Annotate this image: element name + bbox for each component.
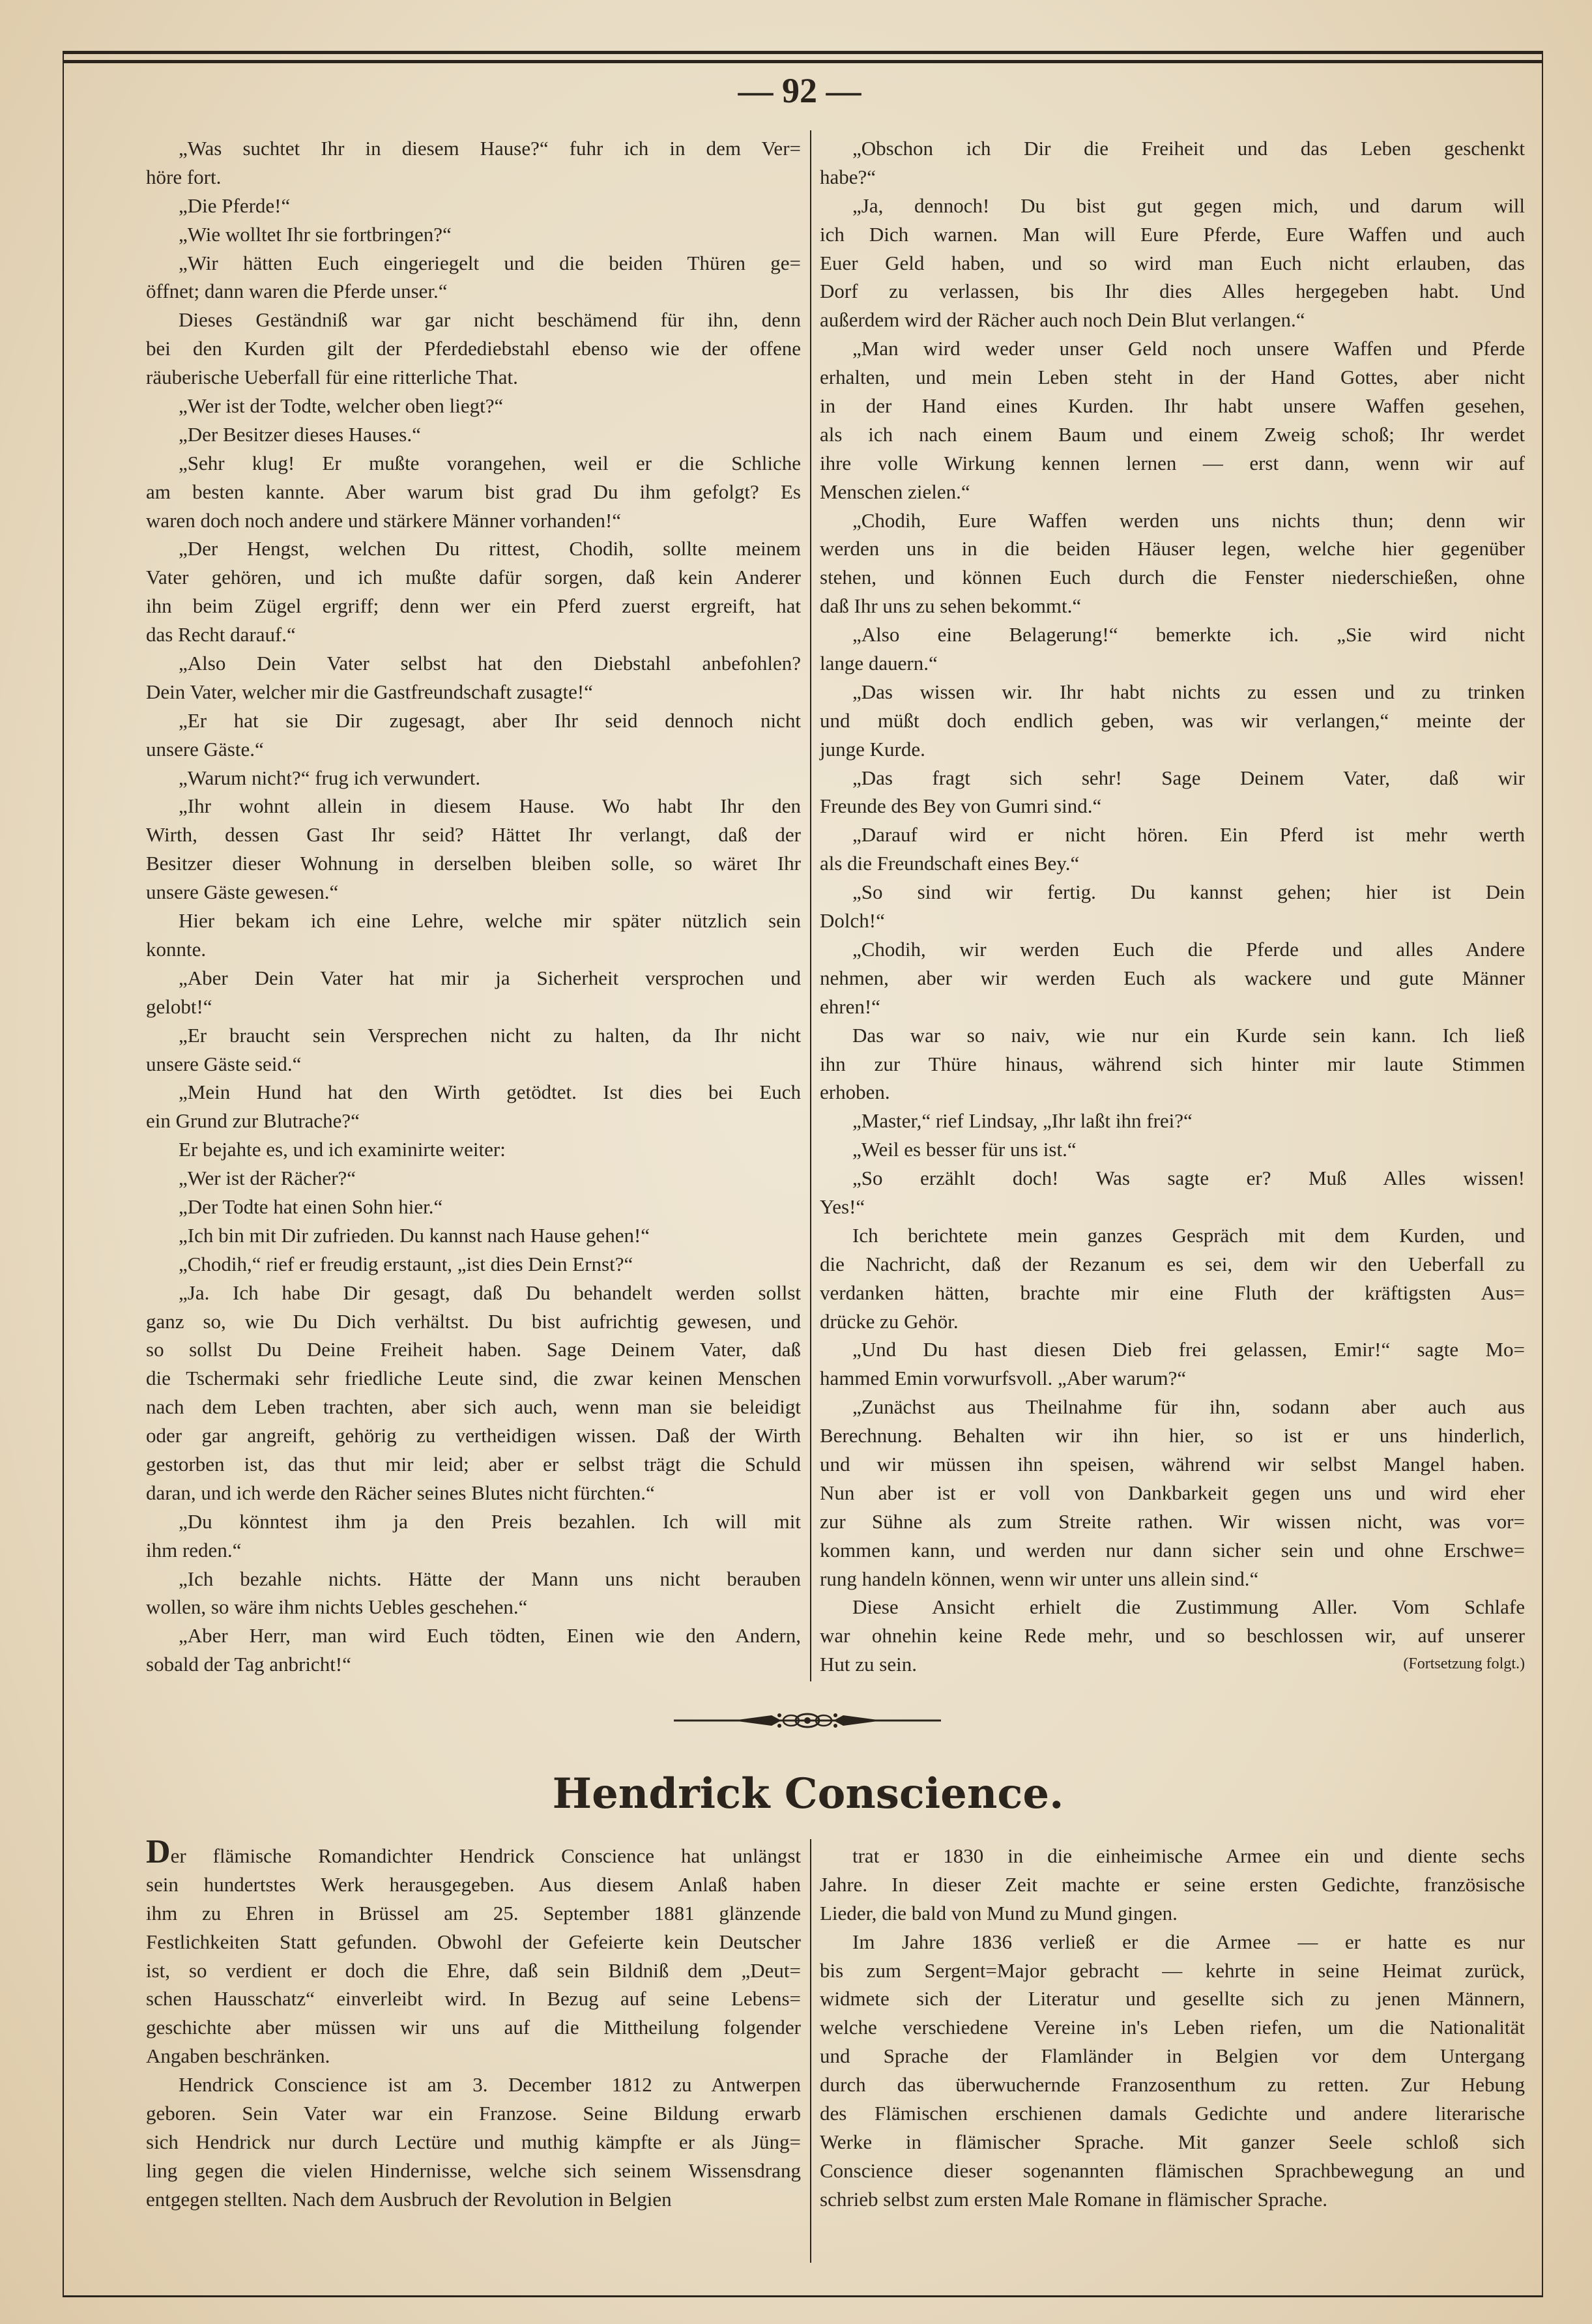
text-line: lange dauern.“ (820, 652, 938, 675)
text-line: „Wie wolltet Ihr sie fortbringen?“ (179, 222, 452, 246)
text-line: kommen kann, und werden nur dann sicher sein und ohne Erschwe= (820, 1538, 1525, 1561)
text-line: in der Hand eines Kurden. Ihr habt unsere Waffen gesehen, (820, 394, 1525, 418)
text-line: widmete sich der Literatur und gesellte sich zu jenen Männern, (820, 1987, 1525, 2011)
paragraph (146, 1250, 801, 1279)
text-line: „Das fragt sich sehr! Sage Deinem Vater, daß wir (852, 766, 1525, 789)
text-line: wollen, so wäre ihm nichts Uebles geschehen.“ (146, 1595, 528, 1619)
text-line: konnte. (146, 937, 207, 961)
text-line: räuberische Ueberfall für eine ritterliche That. (146, 366, 518, 389)
paragraph (146, 1507, 801, 1565)
paragraph (820, 1135, 1525, 1164)
text-line: „Chodih, wir werden Euch die Pferde und alles Andere (852, 937, 1525, 961)
text-line: „Ich bin mit Dir zufrieden. Du kannst nach Hause gehen!“ (179, 1223, 650, 1247)
text-line: am besten kannte. Aber warum bist grad Du ihm gefolgt? Es (146, 480, 801, 503)
text-line: schrieb selbst zum ersten Male Romane in flämischer Sprache. (820, 2187, 1328, 2211)
text-line: stehen, und können Euch durch die Fenster niederschießen, ohne (820, 566, 1525, 589)
text-line: Wirth, dessen Gast Ihr seid? Hättet Ihr verlangt, daß der (146, 823, 801, 847)
text-line: ich Dich warnen. Man will Eure Pferde, Eure Waffen und auch (820, 222, 1525, 246)
text-line: „Der Besitzer dieses Hauses.“ (179, 422, 421, 446)
text-line: verdanken hätten, brachte mir eine Fluth der kräftigsten Aus= (820, 1281, 1525, 1304)
paragraph (820, 764, 1525, 821)
paragraph (146, 1221, 801, 1250)
frame-bottom (63, 2295, 1543, 2297)
text-line: habe?“ (820, 165, 876, 188)
text-line: Dolch!“ (820, 909, 885, 933)
text-line: trat er 1830 in die einheimische Armee ein und diente sechs (852, 1844, 1525, 1867)
text-line: ling gegen die vielen Hindernisse, welche sich seinem Wissensdrang (146, 2158, 801, 2182)
text-line: daß Ihr uns zu sehen bekommt.“ (820, 594, 1082, 618)
paragraph (820, 1593, 1525, 1679)
text-line: daran, und ich werde den Rächer seines Blutes nicht fürchten.“ (146, 1481, 655, 1504)
text-line: und Sprache der Flamländer in Belgien vor dem Untergang (820, 2044, 1525, 2068)
paragraph (146, 392, 801, 420)
text-line: Berechnung. Behalten wir ihn hier, so ist er uns hinderlich, (820, 1424, 1525, 1447)
text-line: „Aber Dein Vater hat mir ja Sicherheit versprochen und (179, 966, 801, 989)
text-line: geschichte aber müssen wir uns auf die Mittheilung folgender (146, 2016, 801, 2039)
page-number: — 92 — (738, 71, 861, 110)
column-lower-left (146, 1833, 801, 2214)
paragraph (146, 220, 801, 249)
drop-cap: D (146, 1833, 171, 1870)
paragraph (146, 764, 801, 792)
text-line: „Was suchtet Ihr in diesem Hause?“ fuhr ich in dem Ver= (179, 137, 801, 160)
text-line: Ich berichtete mein ganzes Gespräch mit dem Kurden, und (852, 1223, 1525, 1247)
text-line: ganz so, wie Du Dich verhältst. Du bist aufrichtig gewesen, und (146, 1309, 801, 1333)
text-line: waren doch noch andere und stärkere Männer vorhanden!“ (146, 508, 622, 532)
text-line: Dieses Geständniß war gar nicht beschämend für ihn, denn (179, 308, 801, 332)
text-line: als die Freundschaft eines Bey.“ (820, 852, 1080, 875)
text-line: Euer Geld haben, und so wird man Euch nicht erlauben, das (820, 251, 1525, 274)
text-line: außerdem wird der Rächer auch noch Dein Blut verlangen.“ (820, 308, 1305, 332)
text-line: „Das wissen wir. Ihr habt nichts zu essen und zu trinken (852, 680, 1525, 703)
paragraph (820, 134, 1525, 192)
text-line: war ohnehin keine Rede mehr, und so beschlossen wir, auf unserer (820, 1624, 1525, 1648)
text-line: „Wer ist der Todte, welcher oben liegt?“ (179, 394, 504, 418)
text-line: „Chodih, Eure Waffen werden uns nichts thun; denn wir (852, 508, 1525, 532)
text-line: Werke in flämischer Sprache. Mit ganzer Seele schloß sich (820, 2130, 1525, 2153)
text-line: Hendrick Conscience ist am 3. December 1812 zu Antwerpen (179, 2073, 801, 2097)
text-line: Vater gehören, und ich mußte dafür sorgen, daß kein Anderer (146, 566, 801, 589)
text-line: Freunde des Bey von Gumri sind.“ (820, 794, 1102, 818)
text-line: „Er braucht sein Versprechen nicht zu halten, da Ihr nicht (179, 1023, 801, 1047)
paragraph (146, 420, 801, 449)
text-line: „Wer ist der Rächer?“ (179, 1167, 356, 1190)
text-line: Lieder, die bald von Mund zu Mund gingen. (820, 1901, 1178, 1925)
paragraph (146, 1833, 801, 2070)
text-line: und müßt doch endlich geben, was wir verlangen,“ meinte der (820, 708, 1525, 732)
text-line: unsere Gäste.“ (146, 737, 264, 761)
text-line: „Zunächst aus Theilnahme für ihn, sodann aber auch aus (852, 1395, 1525, 1419)
text-line: hammed Emin vorwurfsvoll. „Aber warum?“ (820, 1367, 1187, 1390)
paragraph (146, 792, 801, 907)
text-line: ihn beim Zügel ergriff; denn wer ein Pferd zuerst ergreift, hat (146, 594, 801, 618)
text-line: Angaben beschränken. (146, 2044, 330, 2068)
ornamental-divider (674, 1707, 941, 1734)
text-line: Hier bekam ich eine Lehre, welche mir später nützlich sein (179, 909, 801, 933)
column-lower-right (820, 1842, 1525, 2214)
text-line: „Wir hätten Euch eingeriegelt und die beiden Thüren ge= (179, 251, 801, 274)
paragraph (146, 306, 801, 392)
text-line: „Ja, dennoch! Du bist gut gegen mich, und darum will (852, 194, 1525, 217)
text-line: geboren. Sein Vater war ein Franzose. Seine Bildung erwarb (146, 2102, 801, 2125)
text-line: ihm reden.“ (146, 1538, 242, 1561)
paragraph (820, 678, 1525, 764)
text-line: öffnet; dann waren die Pferde unser.“ (146, 280, 448, 303)
text-line: schen Hausschatz“ einverleibt wird. In Bezug auf seine Lebens= (146, 1987, 801, 2011)
continuation-note: (Fortsetzung folgt.) (1403, 1655, 1525, 1673)
text-line: nach dem Leben trachten, aber sich auch, wenn man sie beleidigt (146, 1395, 801, 1419)
text-line: entgegen stellten. Nach dem Ausbruch der Revolution in Belgien (146, 2187, 672, 2211)
paragraph (146, 1135, 801, 1164)
text-line: gelobt!“ (146, 995, 212, 1018)
text-line: „Der Hengst, welchen Du rittest, Chodih, sollte meinem (179, 537, 801, 560)
text-line: unsere Gäste seid.“ (146, 1052, 302, 1075)
text-line: Dein Vater, welcher mir die Gastfreundschaft zusagte!“ (146, 680, 593, 703)
text-line: Dorf zu verlassen, bis Ihr dies Alles hergegeben habt. Und (820, 280, 1525, 303)
text-line: Der flämische Romandichter Hendrick Conscience hat unlängst (146, 1833, 801, 1870)
text-line: ehren!“ (820, 995, 880, 1018)
text-line: „So sind wir fertig. Du kannst gehen; hier ist Dein (852, 880, 1525, 904)
text-line: „Sehr klug! Er mußte vorangehen, weil er die Schliche (179, 451, 801, 474)
text-line: „Master,“ rief Lindsay, „Ihr laßt ihn frei?“ (852, 1109, 1193, 1133)
paragraph (146, 706, 801, 764)
text-line: Conscience dieser sogenannten flämischen Sprachbewegung an und (820, 2158, 1525, 2182)
text-line: drücke zu Gehör. (820, 1309, 959, 1333)
paragraph (146, 1078, 801, 1135)
text-line: „Er hat sie Dir zugesagt, aber Ihr seid dennoch nicht (179, 708, 801, 732)
text-line: ein Grund zur Blutrache?“ (146, 1109, 360, 1133)
paragraph (820, 1107, 1525, 1135)
text-line: „Obschon ich Dir die Freiheit und das Leben geschenkt (852, 137, 1525, 160)
text-line: „Weil es besser für uns ist.“ (852, 1138, 1077, 1161)
paragraph (146, 1565, 801, 1622)
paragraph (820, 506, 1525, 621)
text-line: sobald der Tag anbricht!“ (146, 1653, 351, 1676)
text-line: Nun aber ist er voll von Dankbarkeit gegen uns und wird eher (820, 1481, 1525, 1504)
paragraph (146, 534, 801, 649)
paragraph (146, 1621, 801, 1679)
paragraph (146, 1279, 801, 1507)
paragraph (820, 935, 1525, 1021)
column-upper-right (820, 134, 1525, 1679)
paragraph (820, 1021, 1525, 1107)
text-line: ihn zur Thüre hinaus, während sich hinter mir laute Stimmen (820, 1052, 1525, 1075)
text-line: „Ja. Ich habe Dir gesagt, daß Du behandelt werden sollst (179, 1281, 801, 1304)
text-line: Im Jahre 1836 verließ er die Armee — er hatte es nur (852, 1930, 1525, 1953)
text-line: durch das überwuchernde Franzosenthum zu retten. Zur Hebung (820, 2073, 1525, 2097)
text-line: die Nachricht, daß der Rezanum es sei, dem wir den Ueberfall zu (820, 1252, 1525, 1275)
paragraph (820, 878, 1525, 935)
text-line: Besitzer dieser Wohnung in derselben bleiben solle, so wäret Ihr (146, 852, 801, 875)
text-line: unsere Gäste gewesen.“ (146, 880, 339, 904)
text-line: „Chodih,“ rief er freudig erstaunt, „ist dies Dein Ernst?“ (179, 1252, 633, 1275)
column-upper-left (146, 134, 801, 1679)
text-line: ist, so verdient er doch die Ehre, daß sein Bildniß dem „Deut= (146, 1958, 801, 1982)
text-line: Diese Ansicht erhielt die Zustimmung Aller. Vom Schlafe (852, 1595, 1525, 1619)
article-title: Hendrick Conscience. (552, 1769, 1064, 1818)
paragraph (146, 249, 801, 306)
text-line: „Warum nicht?“ frug ich verwundert. (179, 766, 481, 789)
text-line: rung handeln können, wenn wir unter uns allein sind.“ (820, 1567, 1259, 1590)
paragraph (820, 1928, 1525, 2214)
text-line: „Die Pferde!“ (179, 194, 291, 217)
text-line: Jahre. In dieser Zeit machte er seine ersten Gedichte, französische (820, 1872, 1525, 1896)
text-line: des Flämischen erschienen damals Gedichte und andere literarische (820, 2102, 1525, 2125)
paragraph (146, 1021, 801, 1079)
paragraph (146, 907, 801, 964)
top-double-rule-upper (63, 51, 1543, 54)
text-line: die Tschermaki sehr friedliche Leute sind, die zwar keinen Menschen (146, 1367, 801, 1390)
text-line: zur Sühne als zum Streite rathen. Wir wissen nicht, was vor= (820, 1509, 1525, 1533)
text-line: bis zum Sergent=Major gebracht — kehrte in seine Heimat zurück, (820, 1958, 1525, 1982)
text-line: höre fort. (146, 165, 222, 188)
text-line: „Man wird weder unser Geld noch unsere Waffen und Pferde (852, 337, 1525, 360)
paragraph (146, 134, 801, 192)
paragraph (820, 620, 1525, 678)
text-line: Festlichkeiten Statt gefunden. Obwohl der Gefeierte kein Deutscher (146, 1930, 801, 1953)
text-line: Yes!“ (820, 1195, 865, 1218)
paragraph (146, 192, 801, 220)
top-double-rule-lower (63, 60, 1543, 63)
text-line: „So erzählt doch! Was sagte er? Muß Alles wissen! (852, 1167, 1525, 1190)
paragraph (820, 1393, 1525, 1593)
text-line: „Aber Herr, man wird Euch tödten, Einen wie den Andern, (179, 1624, 801, 1648)
text-line: Menschen zielen.“ (820, 480, 970, 503)
paragraph (146, 964, 801, 1021)
paragraph (820, 821, 1525, 878)
text-line: bei den Kurden gilt der Pferdediebstahl ebenso wie der offene (146, 337, 801, 360)
paragraph (820, 1335, 1525, 1393)
text-line: „Darauf wird er nicht hören. Ein Pferd ist mehr werth (852, 823, 1525, 847)
paragraph (820, 192, 1525, 334)
paragraph (820, 1164, 1525, 1221)
text-line: erhoben. (820, 1081, 890, 1104)
text-line: sein hundertstes Werk herausgegeben. Aus diesem Anlaß haben (146, 1872, 801, 1896)
text-line: werden uns in die beiden Häuser legen, welche hier gegenüber (820, 537, 1525, 560)
text-line: „Der Todte hat einen Sohn hier.“ (179, 1195, 443, 1218)
text-line: erhalten, und mein Leben steht in der Hand Gottes, aber nicht (820, 366, 1525, 389)
text-line: „Und Du hast diesen Dieb frei gelassen, Emir!“ sagte Mo= (852, 1338, 1525, 1361)
text-line: „Mein Hund hat den Wirth getödtet. Ist dies bei Euch (179, 1081, 801, 1104)
text-line: ihm zu Ehren in Brüssel am 25. September 1881 glänzende (146, 1901, 801, 1925)
text-line: welche verschiedene Vereine in's Leben riefen, um die Nationalität (820, 2016, 1525, 2039)
text-line: nehmen, aber wir werden Euch als wackere und gute Männer (820, 966, 1525, 989)
text-line: „Du könntest ihm ja den Preis bezahlen. Ich will mit (179, 1509, 801, 1533)
paragraph (146, 2070, 801, 2213)
text-line: „Ich bezahle nichts. Hätte der Mann uns nicht berauben (179, 1567, 801, 1590)
paragraph (820, 1221, 1525, 1336)
text-line: junge Kurde. (820, 737, 925, 761)
text-line: sich Hendrick nur durch Lectüre und muthig kämpfte er als Jüng= (146, 2130, 801, 2153)
text-line: Das war so naiv, wie nur ein Kurde sein kann. Ich ließ (852, 1023, 1525, 1047)
text-line: Hut zu sein. (Fortsetzung folgt.) (820, 1650, 1525, 1679)
text-line: und wir müssen ihn speisen, während wir selbst Mangel haben. (820, 1452, 1525, 1475)
text-line: „Also eine Belagerung!“ bemerkte ich. „Sie wird nicht (852, 623, 1525, 646)
text-line: so sollst Du Deine Freiheit haben. Sage Deinem Vater, daß (146, 1338, 801, 1361)
column-divider-lower (810, 1839, 811, 2263)
text-line: das Recht darauf.“ (146, 623, 296, 646)
paragraph (146, 1164, 801, 1193)
paragraph (820, 334, 1525, 506)
text-line: „Also Dein Vater selbst hat den Diebstahl anbefohlen? (179, 652, 801, 675)
text-line: „Ihr wohnt allein in diesem Hause. Wo habt Ihr den (179, 794, 801, 818)
paragraph (146, 449, 801, 535)
text-line: Er bejahte es, und ich examinirte weiter: (179, 1138, 506, 1161)
paragraph (820, 1842, 1525, 1928)
paragraph (146, 649, 801, 706)
text-line: ihre volle Wirkung kennen lernen — erst dann, wenn wir auf (820, 451, 1525, 474)
column-divider-upper (810, 130, 811, 1681)
text-line: gestorben ist, das thut mir leid; aber er selbst trägt die Schuld (146, 1452, 801, 1475)
text-line: oder gar angreift, gehörig zu vertheidigen wissen. Daß der Wirth (146, 1424, 801, 1447)
text-line: als ich nach einem Baum und einem Zweig schoß; Ihr werdet (820, 422, 1525, 446)
frame-right (1542, 51, 1543, 2297)
frame-left (63, 51, 64, 2297)
paragraph (146, 1193, 801, 1221)
